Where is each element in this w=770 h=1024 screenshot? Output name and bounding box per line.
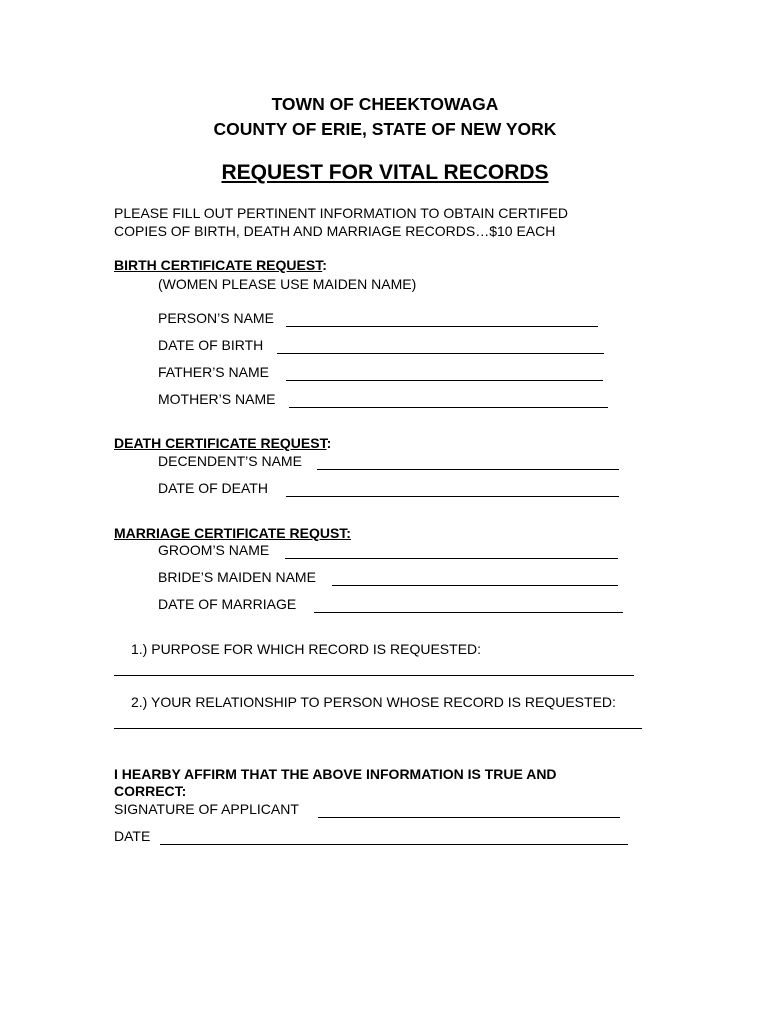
mothers-name-label: MOTHER’S NAME — [158, 391, 276, 407]
signature-label: SIGNATURE OF APPLICANT — [114, 801, 299, 817]
brides-maiden-name-label: BRIDE’S MAIDEN NAME — [158, 569, 316, 585]
marriage-section-heading — [114, 525, 351, 541]
affirm-line-2: CORRECT: — [114, 783, 187, 799]
date-of-birth-field[interactable] — [277, 353, 604, 354]
date-of-marriage-field[interactable] — [314, 612, 623, 613]
mothers-name-field[interactable] — [289, 407, 608, 408]
birth-section-heading — [114, 257, 327, 273]
persons-name-field[interactable] — [286, 326, 598, 327]
relationship-question: 2.) YOUR RELATIONSHIP TO PERSON WHOSE RECORD IS REQUESTED: — [131, 694, 616, 710]
death-heading-text: DEATH CERTIFICATE REQUEST — [114, 435, 327, 451]
marriage-heading-text: MARRIAGE CERTIFICATE REQUST: — [114, 525, 351, 541]
brides-maiden-name-field[interactable] — [332, 585, 618, 586]
purpose-question: 1.) PURPOSE FOR WHICH RECORD IS REQUESTED: — [131, 641, 482, 657]
grooms-name-field[interactable] — [285, 558, 618, 559]
purpose-answer-field[interactable] — [114, 675, 634, 676]
birth-maiden-note: (WOMEN PLEASE USE MAIDEN NAME) — [158, 276, 417, 292]
decedents-name-field[interactable] — [317, 469, 619, 470]
date-label: DATE — [114, 828, 151, 844]
persons-name-label: PERSON’S NAME — [158, 310, 274, 326]
county-heading: COUNTY OF ERIE, STATE OF NEW YORK — [213, 119, 557, 139]
date-of-death-field[interactable] — [286, 496, 619, 497]
date-of-birth-label: DATE OF BIRTH — [158, 337, 264, 353]
town-heading: TOWN OF CHEEKTOWAGA — [271, 94, 499, 114]
intro-line-2: COPIES OF BIRTH, DEATH AND MARRIAGE RECORDS…$10 EACH — [114, 223, 556, 239]
page-title-text: REQUEST FOR VITAL RECORDS — [221, 161, 549, 184]
death-section-heading — [114, 435, 331, 451]
fathers-name-label: FATHER’S NAME — [158, 364, 269, 380]
death-heading-colon: : — [326, 435, 332, 451]
date-of-marriage-label: DATE OF MARRIAGE — [158, 596, 297, 612]
grooms-name-label: GROOM’S NAME — [158, 542, 270, 558]
relationship-answer-field[interactable] — [114, 728, 642, 729]
page-title — [0, 161, 770, 185]
date-of-death-label: DATE OF DEATH — [158, 480, 268, 496]
birth-heading-text: BIRTH CERTIFICATE REQUEST — [114, 257, 323, 273]
birth-heading-colon: : — [322, 257, 327, 273]
signature-field[interactable] — [318, 817, 620, 818]
affirm-line-1: I HEARBY AFFIRM THAT THE ABOVE INFORMATION IS TRUE AND — [114, 766, 557, 782]
date-field[interactable] — [160, 844, 628, 845]
decedents-name-label: DECENDENT’S NAME — [158, 453, 302, 469]
intro-line-1: PLEASE FILL OUT PERTINENT INFORMATION TO OBTAIN CERTIFED — [114, 205, 569, 221]
fathers-name-field[interactable] — [286, 380, 603, 381]
